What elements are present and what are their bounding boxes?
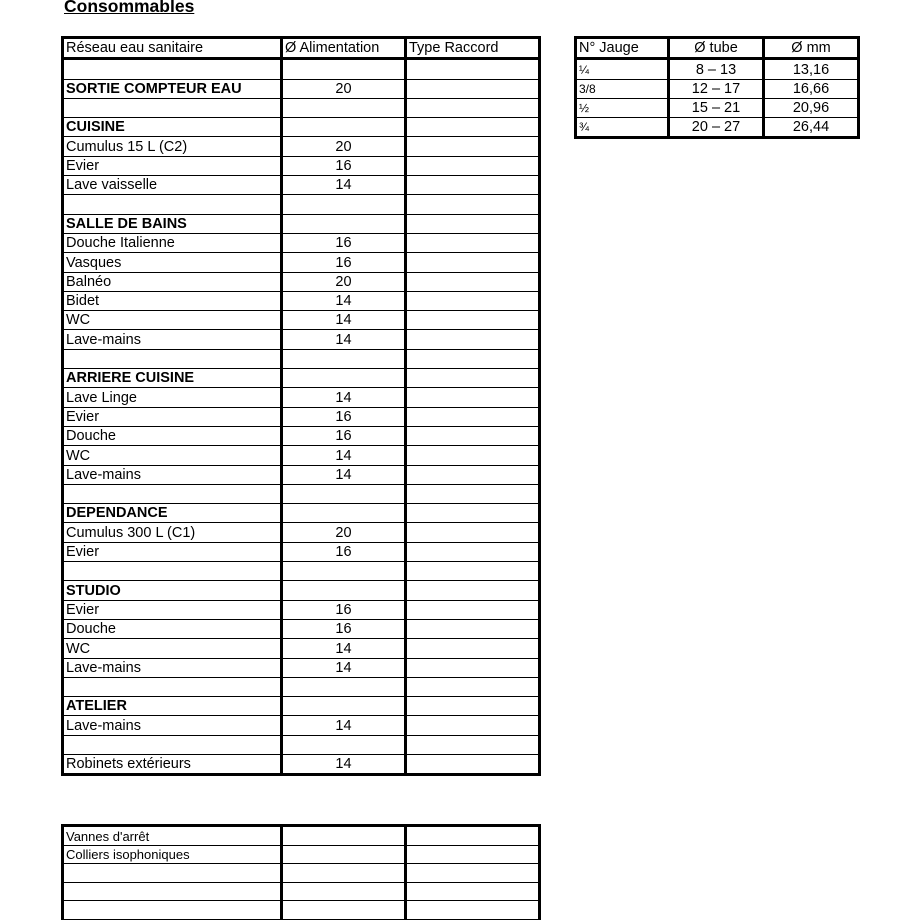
row-label: Lave Linge <box>63 388 282 407</box>
gauge-row <box>576 79 859 98</box>
table-row <box>63 233 540 252</box>
row-raccord <box>406 542 540 561</box>
row-diameter <box>282 59 406 79</box>
row-raccord <box>406 677 540 696</box>
header-mm: Ø mm <box>764 38 859 59</box>
row-label: Balnéo <box>63 272 282 291</box>
table-row <box>63 600 540 619</box>
table-header-row <box>63 38 540 59</box>
row-diameter: 14 <box>282 311 406 330</box>
table-row <box>63 311 540 330</box>
row-diameter <box>282 118 406 137</box>
row-raccord <box>406 156 540 175</box>
consumable-col2 <box>282 864 406 883</box>
gauge-number: ½ <box>576 98 669 117</box>
table-row <box>63 349 540 368</box>
row-raccord <box>406 388 540 407</box>
row-diameter: 20 <box>282 272 406 291</box>
row-label: DEPENDANCE <box>63 504 282 523</box>
row-raccord <box>406 330 540 349</box>
table-row <box>63 253 540 272</box>
table-row <box>63 735 540 754</box>
row-diameter <box>282 504 406 523</box>
row-label <box>63 195 282 214</box>
row-label: SORTIE COMPTEUR EAU <box>63 79 282 98</box>
row-raccord <box>406 735 540 754</box>
row-raccord <box>406 600 540 619</box>
row-label <box>63 677 282 696</box>
table-row <box>63 59 540 79</box>
row-raccord <box>406 137 540 156</box>
row-label <box>63 98 282 117</box>
table-row <box>63 658 540 677</box>
row-raccord <box>406 465 540 484</box>
row-label: Bidet <box>63 291 282 310</box>
row-diameter: 16 <box>282 600 406 619</box>
consumable-col3 <box>406 901 540 920</box>
row-label <box>63 59 282 79</box>
table-row <box>63 562 540 581</box>
table-row <box>63 79 540 98</box>
gauge-row <box>576 59 859 79</box>
row-raccord <box>406 369 540 388</box>
row-raccord <box>406 233 540 252</box>
row-raccord <box>406 311 540 330</box>
table-row <box>63 465 540 484</box>
row-diameter: 14 <box>282 754 406 774</box>
row-diameter: 20 <box>282 79 406 98</box>
consumable-col3 <box>406 882 540 901</box>
gauge-number: ¼ <box>576 59 669 79</box>
table-row <box>63 330 540 349</box>
table-row <box>63 677 540 696</box>
row-diameter: 16 <box>282 407 406 426</box>
consumable-row <box>63 882 540 901</box>
table-row <box>63 388 540 407</box>
table-row <box>63 156 540 175</box>
row-raccord <box>406 253 540 272</box>
row-label: Vasques <box>63 253 282 272</box>
row-label: Lave vaisselle <box>63 176 282 195</box>
consumable-label: Vannes d'arrêt <box>63 826 282 846</box>
row-diameter: 14 <box>282 465 406 484</box>
row-diameter: 16 <box>282 233 406 252</box>
header-diameter: Ø Alimentation <box>282 38 406 59</box>
row-diameter: 16 <box>282 253 406 272</box>
table-row <box>63 619 540 638</box>
table-row <box>63 446 540 465</box>
row-diameter: 14 <box>282 388 406 407</box>
row-label: CUISINE <box>63 118 282 137</box>
row-raccord <box>406 484 540 503</box>
row-label <box>63 349 282 368</box>
header-raccord: Type Raccord <box>406 38 540 59</box>
row-raccord <box>406 716 540 735</box>
consumable-col3 <box>406 826 540 846</box>
table-row <box>63 137 540 156</box>
table-row <box>63 754 540 774</box>
row-label: Lave-mains <box>63 465 282 484</box>
row-label: WC <box>63 446 282 465</box>
row-label: Evier <box>63 542 282 561</box>
table-row <box>63 118 540 137</box>
row-diameter <box>282 195 406 214</box>
row-diameter <box>282 735 406 754</box>
row-diameter: 16 <box>282 156 406 175</box>
consumable-label: Colliers isophoniques <box>63 845 282 864</box>
row-diameter: 14 <box>282 446 406 465</box>
row-label: STUDIO <box>63 581 282 600</box>
row-raccord <box>406 79 540 98</box>
row-raccord <box>406 349 540 368</box>
row-raccord <box>406 562 540 581</box>
row-label: Cumulus 300 L (C1) <box>63 523 282 542</box>
consumable-row <box>63 845 540 864</box>
gauge-tube: 15 – 21 <box>669 98 764 117</box>
row-raccord <box>406 59 540 79</box>
row-diameter <box>282 349 406 368</box>
consumable-col2 <box>282 901 406 920</box>
row-label: Evier <box>63 600 282 619</box>
gauge-row <box>576 98 859 117</box>
table-row <box>63 98 540 117</box>
table-row <box>63 176 540 195</box>
row-diameter: 16 <box>282 619 406 638</box>
row-raccord <box>406 407 540 426</box>
table-row <box>63 542 540 561</box>
gauge-tube: 8 – 13 <box>669 59 764 79</box>
row-label: ATELIER <box>63 697 282 716</box>
consumable-col3 <box>406 864 540 883</box>
table-row <box>63 407 540 426</box>
row-raccord <box>406 504 540 523</box>
header-network: Réseau eau sanitaire <box>63 38 282 59</box>
gauge-number: ¾ <box>576 118 669 138</box>
consumable-label <box>63 864 282 883</box>
gauge-mm: 13,16 <box>764 59 859 79</box>
row-raccord <box>406 446 540 465</box>
consumable-col2 <box>282 845 406 864</box>
row-diameter <box>282 369 406 388</box>
row-raccord <box>406 291 540 310</box>
gauge-mm: 16,66 <box>764 79 859 98</box>
table-row <box>63 291 540 310</box>
consumable-row <box>63 826 540 846</box>
table-row <box>63 716 540 735</box>
row-diameter: 14 <box>282 176 406 195</box>
gauge-tube: 20 – 27 <box>669 118 764 138</box>
row-diameter <box>282 562 406 581</box>
row-diameter: 16 <box>282 426 406 445</box>
row-raccord <box>406 118 540 137</box>
consumable-col2 <box>282 882 406 901</box>
row-label: Evier <box>63 156 282 175</box>
row-label: SALLE DE BAINS <box>63 214 282 233</box>
row-raccord <box>406 195 540 214</box>
table-row <box>63 697 540 716</box>
table-row <box>63 195 540 214</box>
row-diameter: 14 <box>282 291 406 310</box>
consumables-table <box>61 824 541 920</box>
gauge-mm: 26,44 <box>764 118 859 138</box>
row-diameter: 20 <box>282 523 406 542</box>
row-label: Lave-mains <box>63 658 282 677</box>
row-label: Douche Italienne <box>63 233 282 252</box>
row-label <box>63 562 282 581</box>
row-raccord <box>406 658 540 677</box>
row-label <box>63 735 282 754</box>
row-diameter: 14 <box>282 716 406 735</box>
row-label <box>63 484 282 503</box>
row-raccord <box>406 619 540 638</box>
row-label: Evier <box>63 407 282 426</box>
row-label: WC <box>63 311 282 330</box>
gauge-number: 3/8 <box>576 79 669 98</box>
consumable-row <box>63 901 540 920</box>
row-raccord <box>406 214 540 233</box>
row-raccord <box>406 426 540 445</box>
row-label: Douche <box>63 426 282 445</box>
row-diameter: 14 <box>282 639 406 658</box>
row-raccord <box>406 523 540 542</box>
table-row <box>63 639 540 658</box>
row-label: Douche <box>63 619 282 638</box>
consumable-label <box>63 882 282 901</box>
row-diameter: 14 <box>282 658 406 677</box>
water-network-table <box>61 36 541 776</box>
row-diameter <box>282 697 406 716</box>
row-diameter <box>282 484 406 503</box>
row-label: Robinets extérieurs <box>63 754 282 774</box>
row-label: ARRIERE CUISINE <box>63 369 282 388</box>
table-row <box>63 581 540 600</box>
row-diameter <box>282 214 406 233</box>
row-raccord <box>406 639 540 658</box>
table-row <box>63 523 540 542</box>
table-row <box>63 272 540 291</box>
row-diameter: 20 <box>282 137 406 156</box>
table-row <box>63 426 540 445</box>
row-label: Lave-mains <box>63 330 282 349</box>
row-diameter <box>282 98 406 117</box>
consumable-col3 <box>406 845 540 864</box>
page-title: Consommables <box>64 0 195 16</box>
row-diameter: 16 <box>282 542 406 561</box>
row-label: WC <box>63 639 282 658</box>
table-row <box>63 369 540 388</box>
row-label: Lave-mains <box>63 716 282 735</box>
row-diameter: 14 <box>282 330 406 349</box>
row-raccord <box>406 176 540 195</box>
header-tube: Ø tube <box>669 38 764 59</box>
consumable-row <box>63 864 540 883</box>
row-raccord <box>406 581 540 600</box>
gauge-mm: 20,96 <box>764 98 859 117</box>
consumable-col2 <box>282 826 406 846</box>
row-raccord <box>406 754 540 774</box>
table-row <box>63 214 540 233</box>
gauge-tube: 12 – 17 <box>669 79 764 98</box>
gauge-table <box>574 36 860 139</box>
row-raccord <box>406 272 540 291</box>
row-label: Cumulus 15 L (C2) <box>63 137 282 156</box>
row-raccord <box>406 697 540 716</box>
row-raccord <box>406 98 540 117</box>
row-diameter <box>282 677 406 696</box>
table-row <box>63 484 540 503</box>
consumable-label <box>63 901 282 920</box>
gauge-row <box>576 118 859 138</box>
row-diameter <box>282 581 406 600</box>
header-gauge: N° Jauge <box>576 38 669 59</box>
table-row <box>63 504 540 523</box>
gauge-header-row <box>576 38 859 59</box>
